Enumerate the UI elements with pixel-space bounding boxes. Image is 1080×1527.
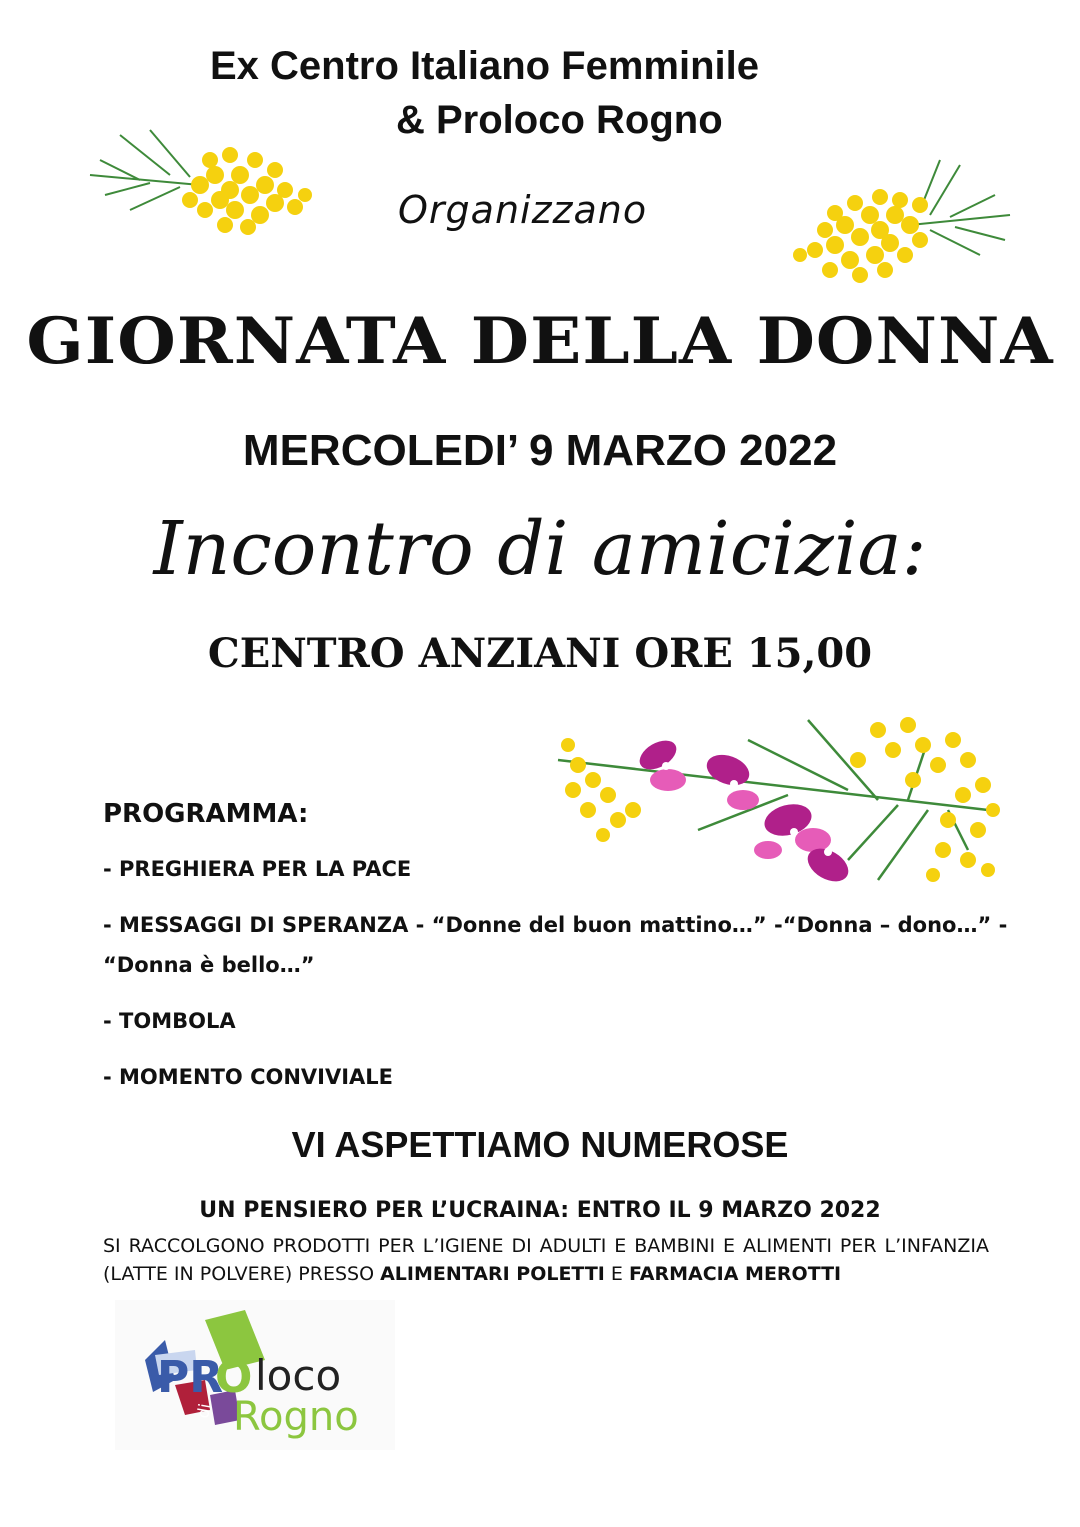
programma-heading: PROGRAMMA: xyxy=(103,799,309,829)
ucraina-text xyxy=(103,1232,989,1288)
logo-rogno: Rogno xyxy=(233,1394,359,1440)
logo-loco: loco xyxy=(255,1351,342,1400)
logo-pr: PR xyxy=(157,1352,224,1403)
logo-di: di xyxy=(193,1401,215,1420)
mimosa-orchid-image xyxy=(548,700,1010,900)
shop-alimentari: ALIMENTARI POLETTI xyxy=(380,1263,605,1285)
event-title: GIORNATA DELLA DONNA xyxy=(26,304,1054,379)
event-date: MERCOLEDI’ 9 MARZO 2022 xyxy=(242,426,838,475)
ucraina-heading: UN PENSIERO PER L’UCRAINA: ENTRO IL 9 MARZO 2022 xyxy=(199,1198,881,1223)
programma-item-messaggi: - MESSAGGI DI SPERANZA - “Donne del buon mattino…” -“Donna – dono…” - xyxy=(103,913,1008,937)
shop-farmacia: FARMACIA MEROTTI xyxy=(628,1263,842,1285)
programma-item-conviviale: - MOMENTO CONVIVIALE xyxy=(103,1065,394,1089)
event-place-time: CENTRO ANZIANI ORE 15,00 xyxy=(207,630,873,677)
organizzano-label: Organizzano xyxy=(398,188,648,232)
ucraina-body: SI RACCOLGONO PRODOTTI PER L’IGIENE DI ADULTI E BAMBINI E ALIMENTI PER L’INFANZIA (LATTE IN POLVERE) PRESSO xyxy=(103,1235,989,1285)
closing-message: VI ASPETTIAMO NUMEROSE xyxy=(291,1124,789,1165)
ucraina-joiner: E xyxy=(604,1263,629,1285)
mimosa-left-image xyxy=(80,115,320,245)
programma-item-messaggi-cont: “Donna è bello…” xyxy=(103,953,315,977)
logo-o: O xyxy=(215,1352,253,1403)
organizer-line-2: & Proloco Rogno xyxy=(396,98,723,142)
mimosa-right-image xyxy=(780,155,1020,295)
programma-item-tombola: - TOMBOLA xyxy=(103,1009,236,1033)
proloco-logo xyxy=(115,1300,395,1450)
organizer-line-1: Ex Centro Italiano Femminile xyxy=(210,44,760,88)
event-subtitle: Incontro di amicizia: xyxy=(153,506,927,592)
programma-item-preghiera: - PREGHIERA PER LA PACE xyxy=(103,857,412,881)
